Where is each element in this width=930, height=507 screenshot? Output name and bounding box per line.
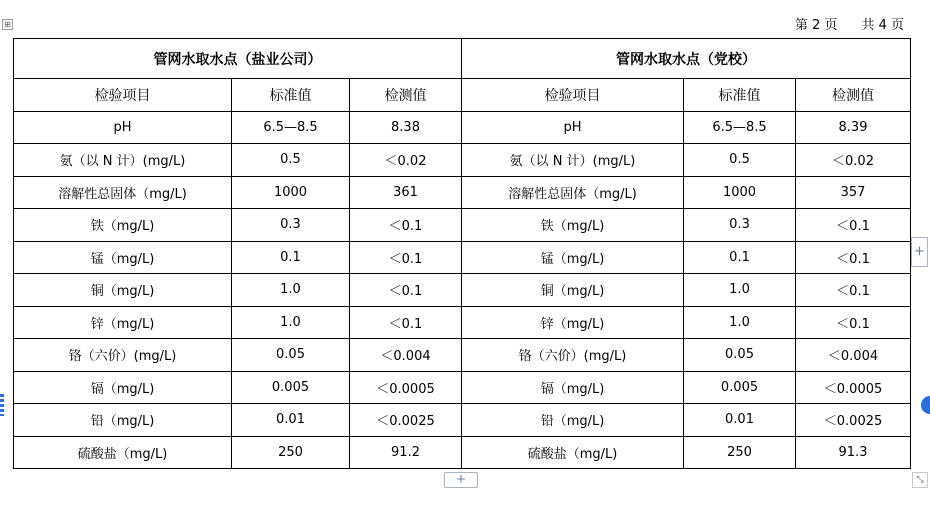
right-value-cell: ＜0.004 [796,339,911,372]
table-row [14,241,911,274]
right-standard-cell: 1000 [684,176,796,209]
left-value-cell: ＜0.0025 [350,404,462,437]
left-item-cell: 溶解性总固体（mg/L) [14,176,232,209]
left-standard-cell: 0.01 [232,404,350,437]
table-row [14,371,911,404]
left-value-cell: ＜0.1 [350,274,462,307]
left-value-cell: 91.2 [350,436,462,469]
right-standard-cell: 0.05 [684,339,796,372]
title-row [14,39,911,79]
right-item-cell: 锰（mg/L) [462,241,684,274]
left-item-cell: pH [14,111,232,144]
header-row [14,79,911,112]
right-value-cell: ＜0.1 [796,241,911,274]
left-standard-cell: 0.005 [232,371,350,404]
right-item-cell: 硫酸盐（mg/L) [462,436,684,469]
left-item-cell: 铅（mg/L) [14,404,232,437]
add-row-button[interactable]: + [444,472,478,488]
table-move-handle-icon[interactable]: ⊞ [2,19,13,30]
right-standard-cell: 1.0 [684,274,796,307]
right-value-cell: ＜0.1 [796,209,911,242]
left-header-item: 检验项目 [14,79,232,112]
left-item-cell: 氨（以 N 计）(mg/L) [14,144,232,177]
right-value-cell: ＜0.1 [796,274,911,307]
left-item-cell: 锰（mg/L) [14,241,232,274]
right-item-cell: 氨（以 N 计）(mg/L) [462,144,684,177]
right-standard-cell: 250 [684,436,796,469]
left-value-cell: 361 [350,176,462,209]
right-value-cell: 8.39 [796,111,911,144]
left-header-standard: 标准值 [232,79,350,112]
left-value-cell: ＜0.0005 [350,371,462,404]
right-item-cell: 镉（mg/L) [462,371,684,404]
left-section-title: 管网水取水点（盐业公司） [14,39,462,79]
right-edge-marker-icon[interactable] [921,396,930,414]
table-row [14,144,911,177]
left-standard-cell: 0.1 [232,241,350,274]
left-value-cell: ＜0.1 [350,306,462,339]
left-edge-marker [0,394,4,416]
right-value-cell: ＜0.0025 [796,404,911,437]
right-header-standard: 标准值 [684,79,796,112]
right-item-cell: 铁（mg/L) [462,209,684,242]
left-item-cell: 锌（mg/L) [14,306,232,339]
right-item-cell: 锌（mg/L) [462,306,684,339]
right-item-cell: 铅（mg/L) [462,404,684,437]
right-value-cell: 357 [796,176,911,209]
table-row [14,306,911,339]
right-standard-cell: 1.0 [684,306,796,339]
right-standard-cell: 0.5 [684,144,796,177]
table-row [14,176,911,209]
right-value-cell: ＜0.0005 [796,371,911,404]
table-row [14,209,911,242]
left-standard-cell: 1000 [232,176,350,209]
left-standard-cell: 1.0 [232,274,350,307]
right-item-cell: 铜（mg/L) [462,274,684,307]
left-value-cell: ＜0.02 [350,144,462,177]
current-page-label: 第 2 页 [794,18,838,33]
right-standard-cell: 0.3 [684,209,796,242]
left-value-cell: ＜0.1 [350,209,462,242]
table-row [14,274,911,307]
right-header-item: 检验项目 [462,79,684,112]
table-row [14,111,911,144]
left-item-cell: 硫酸盐（mg/L) [14,436,232,469]
table-resize-handle-icon[interactable]: ⤡ [912,472,928,488]
table-row [14,436,911,469]
left-value-cell: 8.38 [350,111,462,144]
right-value-cell: ＜0.02 [796,144,911,177]
left-item-cell: 铜（mg/L) [14,274,232,307]
right-item-cell: pH [462,111,684,144]
left-standard-cell: 0.3 [232,209,350,242]
left-standard-cell: 0.05 [232,339,350,372]
water-quality-table [13,38,911,469]
right-item-cell: 溶解性总固体（mg/L) [462,176,684,209]
left-value-cell: ＜0.1 [350,241,462,274]
add-column-button[interactable]: + [911,237,928,267]
left-header-value: 检测值 [350,79,462,112]
right-standard-cell: 0.1 [684,241,796,274]
right-item-cell: 铬（六价）(mg/L) [462,339,684,372]
left-standard-cell: 1.0 [232,306,350,339]
left-standard-cell: 250 [232,436,350,469]
left-value-cell: ＜0.004 [350,339,462,372]
left-item-cell: 铁（mg/L) [14,209,232,242]
page-info [795,14,904,33]
left-standard-cell: 0.5 [232,144,350,177]
total-pages-label: 共 4 页 [861,18,904,33]
right-section-title: 管网水取水点（党校） [462,39,911,79]
left-item-cell: 镉（mg/L) [14,371,232,404]
right-value-cell: 91.3 [796,436,911,469]
right-standard-cell: 0.005 [684,371,796,404]
right-header-value: 检测值 [796,79,911,112]
table-row [14,404,911,437]
left-item-cell: 铬（六价）(mg/L) [14,339,232,372]
table-row [14,339,911,372]
right-standard-cell: 6.5—8.5 [684,111,796,144]
left-standard-cell: 6.5—8.5 [232,111,350,144]
right-standard-cell: 0.01 [684,404,796,437]
right-value-cell: ＜0.1 [796,306,911,339]
